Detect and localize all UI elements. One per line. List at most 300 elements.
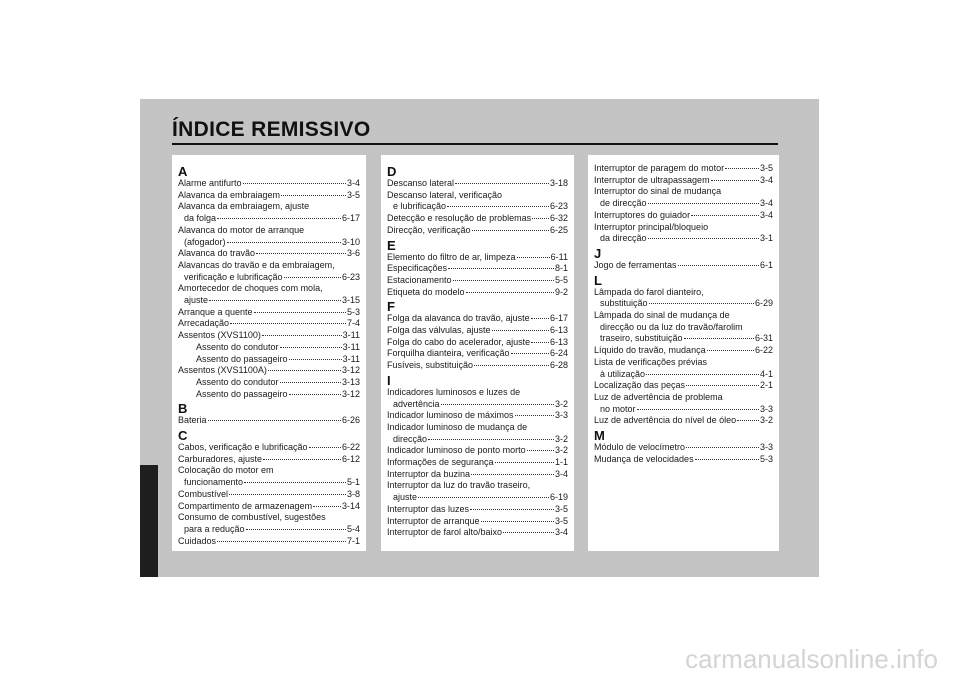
dot-leader — [244, 482, 346, 483]
index-entry-line — [387, 434, 568, 446]
dot-leader — [229, 494, 346, 495]
page-reference: 3-3 — [759, 403, 773, 414]
index-entry — [178, 512, 360, 535]
entry-text: funcionamento — [184, 477, 244, 488]
page-reference: 6-23 — [341, 271, 360, 282]
entry-text: Alavanca da embraiagem, ajuste — [178, 201, 310, 212]
index-letter-heading: J — [594, 245, 602, 261]
entry-text: de direcção — [600, 198, 647, 209]
dot-leader — [474, 365, 549, 366]
index-entry — [178, 260, 360, 283]
entry-text: Assentos (XVS1100A) — [178, 365, 267, 376]
dot-leader — [532, 218, 549, 219]
index-entry-line — [178, 342, 360, 354]
page-reference: 6-24 — [549, 348, 568, 359]
entry-text: Folga do cabo do acelerador, ajuste — [387, 336, 531, 347]
entry-text: Bateria — [178, 415, 207, 426]
index-entry-line — [178, 354, 360, 366]
index-entry-line — [178, 213, 360, 225]
index-entry-line — [594, 369, 773, 381]
entry-text: (afogador) — [184, 236, 226, 247]
dot-leader — [246, 529, 346, 530]
index-entry — [178, 354, 360, 366]
dot-leader — [453, 280, 554, 281]
entry-text: Cuidados — [178, 535, 217, 546]
dot-leader — [208, 420, 341, 421]
dot-leader — [503, 532, 554, 533]
index-column-3 — [588, 155, 779, 551]
page-reference: 6-1 — [759, 259, 773, 270]
page-reference: 8-1 — [554, 263, 568, 274]
index-letter-heading: D — [387, 164, 397, 179]
page-reference: 3-14 — [341, 500, 360, 511]
index-entry-line — [594, 333, 773, 345]
page-reference: 9-2 — [554, 286, 568, 297]
index-entry — [178, 225, 360, 248]
index-entry-line — [387, 399, 568, 411]
index-entry — [387, 178, 568, 190]
dot-leader — [466, 292, 554, 293]
entry-text: Mudança de velocidades — [594, 453, 694, 464]
index-letter-heading: M — [594, 428, 605, 444]
dot-leader — [280, 382, 341, 383]
entry-text: ajuste — [393, 492, 418, 503]
entry-text: e lubrificação — [393, 201, 447, 212]
index-entry-line — [178, 536, 360, 548]
index-entry-line — [594, 454, 773, 466]
dot-leader — [648, 238, 759, 239]
index-entry-line — [594, 198, 773, 210]
index-entry-line — [594, 442, 773, 454]
index-entry-line — [594, 298, 773, 310]
index-entry-line — [594, 392, 773, 404]
index-entry — [178, 489, 360, 501]
page-reference: 3-3 — [554, 410, 568, 421]
index-entry — [387, 337, 568, 349]
dot-leader — [309, 447, 341, 448]
index-entry — [594, 454, 773, 466]
dot-leader — [531, 318, 549, 319]
index-entry-line — [178, 501, 360, 513]
index-entry — [178, 536, 360, 548]
dot-leader — [263, 459, 341, 460]
page-reference: 6-13 — [549, 336, 568, 347]
dot-leader — [281, 195, 346, 196]
entry-text: Alavancas do travão e da embraiagem, — [178, 259, 335, 270]
entry-text: traseiro, substituição — [600, 333, 683, 344]
index-entry — [387, 527, 568, 539]
index-entry — [387, 313, 568, 325]
index-entry-line — [178, 260, 360, 272]
index-entry-line — [178, 489, 360, 501]
dot-leader — [418, 497, 549, 498]
dot-leader — [284, 277, 341, 278]
index-entry-line — [594, 163, 773, 175]
entry-text: Especificações — [387, 263, 448, 274]
dot-leader — [517, 257, 550, 258]
dot-leader — [256, 253, 346, 254]
entry-text: à utilização — [600, 368, 646, 379]
index-entry-line — [178, 415, 360, 427]
entry-text: da folga — [184, 213, 217, 224]
index-entry-line — [387, 337, 568, 349]
index-entry-line — [387, 527, 568, 539]
page-reference: 3-4 — [346, 178, 360, 188]
index-entry-line — [594, 186, 773, 198]
page-reference: 2-1 — [759, 380, 773, 391]
page-reference: 6-28 — [549, 360, 568, 371]
index-entry — [178, 442, 360, 454]
dot-leader — [711, 180, 759, 181]
dot-leader — [686, 385, 759, 386]
dot-leader — [209, 300, 341, 301]
entry-text: para a redução — [184, 523, 245, 534]
dot-leader — [649, 303, 754, 304]
index-letter-heading: I — [387, 372, 391, 388]
page-reference: 6-31 — [754, 333, 773, 344]
entry-text: Luz de advertência do nível de óleo — [594, 415, 737, 426]
dot-leader — [227, 242, 341, 243]
page-reference: 5-3 — [759, 453, 773, 464]
index-entry-line — [594, 380, 773, 392]
dot-leader — [695, 459, 759, 460]
index-entry-line — [387, 213, 568, 225]
index-entry — [594, 310, 773, 345]
entry-text: Jogo de ferramentas — [594, 259, 677, 270]
index-entry-line — [178, 454, 360, 466]
entry-text: Folga da alavanca do travão, ajuste — [387, 313, 530, 324]
page-reference: 5-5 — [554, 274, 568, 285]
entry-text: Elemento do filtro de ar, limpeza — [387, 251, 516, 262]
entry-text: Folga das válvulas, ajuste — [387, 325, 491, 336]
dot-leader — [470, 509, 554, 510]
index-entry-line — [387, 325, 568, 337]
dot-leader — [481, 521, 554, 522]
title-rule — [172, 143, 778, 145]
index-entry-line — [594, 404, 773, 416]
dot-leader — [455, 183, 549, 184]
entry-text: Interruptor principal/bloqueio — [594, 221, 709, 232]
entry-text: Informações de segurança — [387, 457, 494, 468]
page-reference: 3-13 — [341, 376, 360, 387]
index-entry-line — [178, 442, 360, 454]
index-letter-heading: E — [387, 237, 396, 253]
page-reference: 7-4 — [346, 318, 360, 329]
page-reference: 3-11 — [342, 341, 360, 352]
entry-text: Lâmpada do farol dianteiro, — [594, 286, 704, 297]
index-entry — [594, 345, 773, 357]
index-entry — [387, 225, 568, 237]
index-entry-line — [178, 283, 360, 295]
dot-leader — [254, 312, 346, 313]
dot-leader — [531, 342, 549, 343]
entry-text: Luz de advertência de problema — [594, 391, 723, 402]
entry-text: direcção ou da luz do travão/farolim — [600, 321, 743, 332]
index-entry — [387, 213, 568, 225]
page-reference: 6-25 — [549, 224, 568, 235]
index-entry — [387, 387, 568, 410]
index-entry — [387, 263, 568, 275]
entry-text: Indicadores luminosos e luzes de — [387, 386, 521, 397]
dot-leader — [495, 462, 554, 463]
entry-text: verificação e lubrificação — [184, 271, 283, 282]
dot-leader — [515, 415, 554, 416]
page-reference: 3-5 — [346, 189, 360, 200]
index-entry-line — [178, 477, 360, 489]
index-entry-line — [387, 492, 568, 504]
index-entry-line — [178, 524, 360, 536]
index-entry — [387, 445, 568, 457]
page-reference: 3-4 — [554, 468, 568, 479]
entry-text: Assento do condutor — [196, 341, 279, 352]
index-entry — [178, 318, 360, 330]
index-entry — [387, 457, 568, 469]
page-reference: 3-5 — [759, 163, 773, 173]
entry-text: Interruptor de ultrapassagem — [594, 174, 710, 185]
dot-leader — [289, 394, 341, 395]
dot-leader — [678, 265, 759, 266]
index-entry — [387, 480, 568, 503]
index-entry — [178, 454, 360, 466]
page-reference: 3-8 — [346, 488, 360, 499]
entry-text: Fusíveis, substituição — [387, 360, 474, 371]
dot-leader — [686, 447, 759, 448]
dot-leader — [289, 359, 342, 360]
entry-text: substituição — [600, 298, 648, 309]
index-entry-line — [594, 175, 773, 187]
index-entry — [178, 330, 360, 342]
index-entry — [594, 380, 773, 392]
index-entry-line — [594, 287, 773, 299]
entry-text: Interruptor de arranque — [387, 515, 480, 526]
index-entry — [387, 190, 568, 213]
entry-text: Lista de verificações prévias — [594, 356, 708, 367]
entry-text: Lâmpada do sinal de mudança de — [594, 310, 730, 321]
dot-leader — [684, 338, 754, 339]
entry-text: Interruptores do guiador — [594, 209, 691, 220]
index-entry-line — [178, 465, 360, 477]
index-letter-heading: F — [387, 299, 395, 315]
index-entry-line — [387, 275, 568, 287]
index-entry — [387, 422, 568, 445]
dot-leader — [448, 268, 554, 269]
page-title: ÍNDICE REMISSIVO — [172, 118, 371, 141]
index-entry — [594, 260, 773, 272]
entry-text: Alavanca do travão — [178, 248, 256, 259]
entry-text: Estacionamento — [387, 274, 452, 285]
entry-text: Interruptor da buzina — [387, 468, 471, 479]
page-reference: 3-12 — [341, 388, 360, 399]
index-letter-heading: B — [178, 401, 188, 417]
dot-leader — [313, 506, 341, 507]
entry-text: Líquido do travão, mudança — [594, 345, 706, 356]
index-entry-line — [594, 222, 773, 234]
index-entry-line — [594, 322, 773, 334]
entry-text: Cabos, verificação e lubrificação — [178, 442, 308, 453]
index-entry-line — [178, 318, 360, 330]
index-entry — [178, 342, 360, 354]
page-reference: 3-11 — [342, 353, 360, 364]
index-entry-line — [387, 190, 568, 202]
entry-text: Indicador luminoso de mudança de — [387, 421, 528, 432]
index-entry — [594, 442, 773, 454]
index-entry-line — [178, 512, 360, 524]
entry-text: Assento do condutor — [196, 376, 279, 387]
index-entry-line — [178, 295, 360, 307]
index-entry-line — [387, 516, 568, 528]
dot-leader — [637, 409, 759, 410]
index-entry — [594, 222, 773, 245]
entry-text: Consumo de combustível, sugestões — [178, 512, 326, 523]
page-reference: 6-23 — [549, 201, 568, 212]
index-column-1 — [172, 155, 366, 551]
entry-text: Combustível — [178, 488, 229, 499]
page-reference: 3-4 — [759, 198, 773, 209]
page-reference: 3-3 — [759, 442, 773, 453]
entry-text: Assento do passageiro — [196, 353, 288, 364]
page-reference: 3-4 — [759, 174, 773, 185]
page-reference: 6-22 — [341, 442, 360, 453]
dot-leader — [447, 206, 549, 207]
page-reference: 3-2 — [759, 415, 773, 426]
dot-leader — [472, 230, 549, 231]
index-entry — [178, 248, 360, 260]
entry-text: Alarme antifurto — [178, 178, 242, 188]
index-entry-line — [387, 445, 568, 457]
index-entry — [178, 283, 360, 306]
page-reference: 3-6 — [346, 248, 360, 259]
dot-leader — [725, 168, 759, 169]
dot-leader — [217, 541, 346, 542]
page-reference: 3-18 — [549, 178, 568, 188]
index-entry-line — [594, 357, 773, 369]
dot-leader — [230, 323, 346, 324]
index-entry — [178, 389, 360, 401]
entry-text: Colocação do motor em — [178, 465, 274, 476]
index-entry — [594, 186, 773, 209]
index-letter-heading: L — [594, 272, 602, 288]
index-entry — [594, 287, 773, 310]
index-entry — [178, 201, 360, 224]
index-entry-line — [178, 365, 360, 377]
index-entry-line — [387, 360, 568, 372]
dot-leader — [691, 215, 759, 216]
index-entry — [387, 325, 568, 337]
dot-leader — [511, 353, 549, 354]
page-reference: 5-3 — [346, 306, 360, 317]
page-reference: 6-19 — [549, 492, 568, 503]
index-entry-line — [178, 248, 360, 260]
index-entry — [594, 163, 773, 175]
index-entry — [387, 252, 568, 264]
entry-text: advertência — [393, 398, 440, 409]
index-entry-line — [594, 260, 773, 272]
page-reference: 6-29 — [754, 298, 773, 309]
index-entry-line — [178, 201, 360, 213]
entry-text: Arrecadação — [178, 318, 230, 329]
page-reference: 3-4 — [759, 209, 773, 220]
entry-text: Etiqueta do modelo — [387, 286, 465, 297]
dot-leader — [268, 370, 341, 371]
index-letter-heading: C — [178, 428, 188, 444]
index-entry-line — [387, 410, 568, 422]
entry-text: Interruptor de paragem do motor — [594, 163, 725, 173]
page-reference: 5-4 — [346, 523, 360, 534]
index-entry-line — [387, 287, 568, 299]
dot-leader — [441, 404, 554, 405]
entry-text: Forquilha dianteira, verificação — [387, 348, 510, 359]
index-entry — [594, 357, 773, 380]
index-entry-line — [387, 469, 568, 481]
page-reference: 6-17 — [549, 313, 568, 324]
index-entry-line — [594, 233, 773, 245]
index-entry — [594, 392, 773, 415]
index-entry-line — [178, 237, 360, 249]
index-entry-line — [387, 480, 568, 492]
page-reference: 6-22 — [754, 345, 773, 356]
index-column-2 — [381, 155, 574, 551]
page-reference: 7-1 — [346, 535, 360, 546]
entry-text: Compartimento de armazenagem — [178, 500, 313, 511]
index-entry-line — [387, 252, 568, 264]
index-entry-line — [178, 377, 360, 389]
index-entry-line — [387, 348, 568, 360]
page-reference: 3-11 — [342, 330, 360, 341]
page-reference: 6-11 — [550, 251, 568, 262]
index-entry-line — [387, 263, 568, 275]
entry-text: Arranque a quente — [178, 306, 253, 317]
dot-leader — [217, 218, 341, 219]
index-entry — [387, 360, 568, 372]
page-reference: 6-13 — [549, 325, 568, 336]
entry-text: Interruptor do sinal de mudança — [594, 186, 722, 197]
entry-text: Interruptor da luz do travão traseiro, — [387, 480, 531, 491]
page-reference: 3-2 — [554, 398, 568, 409]
index-entry-line — [178, 330, 360, 342]
index-letter-heading: A — [178, 164, 188, 179]
entry-text: direcção — [393, 433, 428, 444]
index-entry — [387, 275, 568, 287]
index-entry-line — [594, 210, 773, 222]
index-entry-line — [594, 310, 773, 322]
index-entry — [178, 365, 360, 377]
index-entry-line — [178, 307, 360, 319]
index-entry — [178, 377, 360, 389]
entry-text: Interruptor das luzes — [387, 503, 470, 514]
page-reference: 4-1 — [759, 368, 773, 379]
index-entry — [178, 465, 360, 488]
dot-leader — [646, 374, 759, 375]
page-reference: 6-26 — [341, 415, 360, 426]
index-entry — [594, 415, 773, 427]
page-reference: 3-4 — [554, 527, 568, 538]
dot-leader — [262, 335, 342, 336]
index-entry-line — [387, 225, 568, 237]
page-reference: 5-1 — [346, 477, 360, 488]
entry-text: Amortecedor de choques com mola, — [178, 283, 323, 294]
entry-text: Indicador luminoso de ponto morto — [387, 445, 526, 456]
index-entry — [387, 504, 568, 516]
page-reference: 3-5 — [554, 503, 568, 514]
page-reference: 3-10 — [341, 236, 360, 247]
page-reference: 6-17 — [341, 213, 360, 224]
chapter-tab — [140, 465, 158, 577]
index-entry — [387, 469, 568, 481]
entry-text: Alavanca do motor de arranque — [178, 224, 305, 235]
index-entry-line — [387, 422, 568, 434]
page-reference: 1-1 — [554, 457, 568, 468]
index-entry-line — [178, 389, 360, 401]
